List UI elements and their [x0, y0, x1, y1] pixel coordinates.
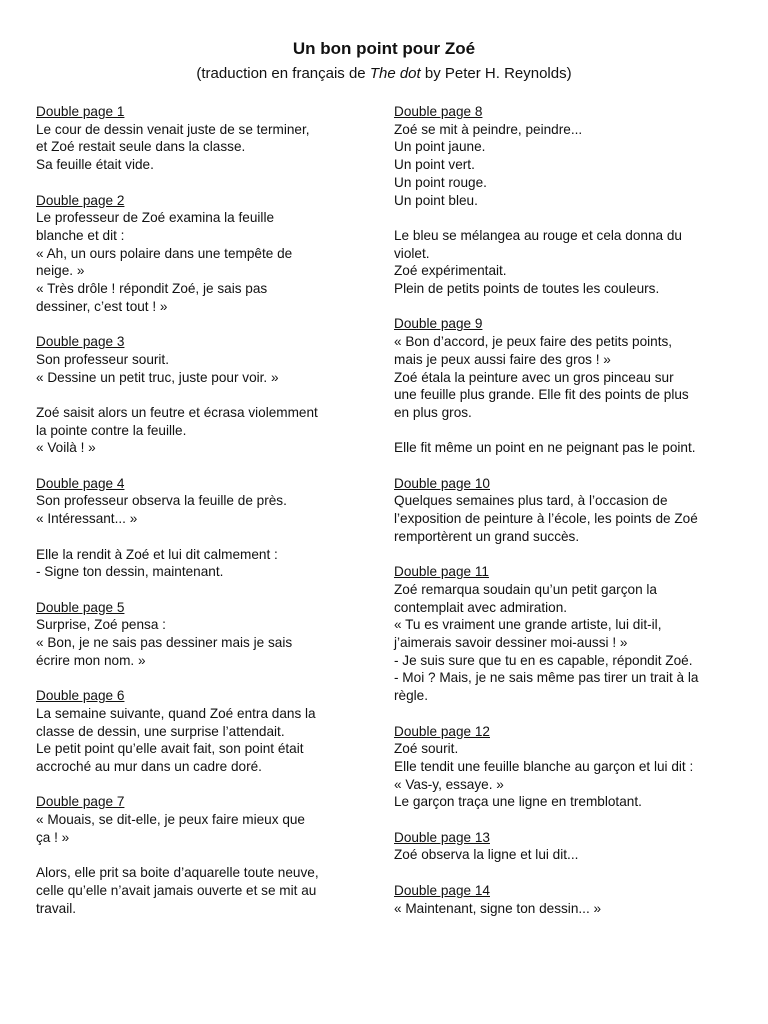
subtitle-suffix: by Peter H. Reynolds) [420, 65, 572, 82]
text-line: en plus gros. [394, 404, 472, 420]
text-line: « Dessine un petit truc, juste pour voir. » [36, 369, 279, 385]
story-section [394, 829, 736, 864]
text-line: Son professeur sourit. [36, 351, 169, 367]
section-heading: Double page 8 [394, 104, 483, 119]
text-line: Le professeur de Zoé examina la feuille [36, 210, 275, 226]
document-subtitle [0, 64, 768, 84]
text-line: Zoé étala la peinture avec un gros pinceau sur [394, 369, 674, 385]
text-line: Elle tendit une feuille blanche au garçon et lui dit : [394, 758, 694, 774]
text-line: dessiner, c’est tout ! » [36, 298, 168, 314]
text-line: écrire mon nom. » [36, 652, 146, 668]
text-line: Le garçon traça une ligne en tremblotant. [394, 794, 642, 810]
text-line: « Vas-y, essaye. » [394, 776, 504, 792]
story-section [36, 599, 354, 670]
story-section [394, 563, 736, 705]
text-line: classe de dessin, une surprise l’attendait. [36, 723, 285, 739]
text-line: Plein de petits points de toutes les couleurs. [394, 281, 660, 297]
text-line: Un point bleu. [394, 192, 478, 208]
story-section [36, 192, 354, 316]
story-section [36, 103, 354, 174]
text-line: « Ah, un ours polaire dans une tempête de [36, 245, 293, 261]
text-line: Quelques semaines plus tard, à l’occasion de [394, 493, 668, 509]
text-line: - Signe ton dessin, maintenant. [36, 564, 224, 580]
story-section [394, 315, 736, 457]
section-heading: Double page 2 [36, 192, 125, 208]
section-heading: Double page 7 [36, 794, 125, 810]
text-line: règle. [394, 688, 429, 704]
section-heading: Double page 4 [36, 475, 125, 491]
text-line: remportèrent un grand succès. [394, 528, 580, 544]
story-section [36, 687, 354, 776]
text-line: celle qu’elle n’avait jamais ouverte et se mit au [36, 882, 317, 898]
paragraph-gap [394, 422, 736, 440]
story-section [36, 793, 354, 917]
subtitle-prefix: (traduction en français de [196, 65, 370, 82]
section-heading: Double page 12 [394, 723, 490, 739]
text-line: Un point jaune. [394, 139, 486, 155]
text-line: « Voilà ! » [36, 440, 96, 456]
text-line: Zoé observa la ligne et lui dit... [394, 847, 579, 863]
text-line: j’aimerais savoir dessiner moi-aussi ! » [394, 635, 628, 651]
paragraph-gap [36, 386, 354, 404]
text-line: Alors, elle prit sa boite d’aquarelle toute neuve, [36, 865, 319, 881]
text-line: Elle fit même un point en ne peignant pas le point. [394, 440, 696, 456]
text-line: Surprise, Zoé pensa : [36, 617, 166, 633]
text-line: Un point vert. [394, 157, 475, 173]
text-line: Son professeur observa la feuille de près. [36, 493, 287, 509]
story-section [36, 333, 354, 457]
section-heading: Double page 13 [394, 829, 490, 845]
text-line: travail. [36, 900, 77, 916]
text-line: « Bon d’accord, je peux faire des petits points, [394, 334, 673, 350]
text-line: violet. [394, 245, 430, 261]
left-column [36, 103, 354, 935]
paragraph-gap [394, 209, 736, 227]
text-line: « Bon, je ne sais pas dessiner mais je sais [36, 635, 293, 650]
subtitle-book-title: The dot [369, 65, 421, 82]
text-line: Le petit point qu’elle avait fait, son point était [36, 741, 304, 757]
section-heading: Double page 6 [36, 688, 125, 704]
text-line: une feuille plus grande. Elle fit des points de plus [394, 387, 689, 403]
right-column [394, 103, 736, 935]
section-heading: Double page 1 [36, 104, 125, 119]
section-heading: Double page 5 [36, 599, 125, 615]
text-line: « Intéressant... » [36, 511, 138, 527]
text-line: Zoé sourit. [394, 741, 459, 757]
story-section [394, 475, 736, 546]
text-line: mais je peux aussi faire des gros ! » [394, 351, 611, 367]
text-line: l’exposition de peinture à l’école, les points de Zoé [394, 511, 698, 527]
text-line: neige. » [36, 263, 85, 279]
text-line: « Très drôle ! répondit Zoé, je sais pas [36, 281, 268, 297]
text-line: - Moi ? Mais, je ne sais même pas tirer un trait à la [394, 670, 699, 686]
text-line: - Je suis sure que tu en es capable, répondit Zoé. [394, 652, 693, 668]
story-section [394, 723, 736, 812]
paragraph-gap [36, 528, 354, 546]
paragraph-gap [36, 846, 354, 864]
section-heading: Double page 11 [394, 564, 489, 580]
text-line: Le bleu se mélangea au rouge et cela donna du [394, 227, 682, 243]
text-line: accroché au mur dans un cadre doré. [36, 758, 262, 774]
text-line: La semaine suivante, quand Zoé entra dans la [36, 705, 316, 721]
text-line: ça ! » [36, 829, 70, 845]
text-line: Zoé remarqua soudain qu’un petit garçon la [394, 581, 657, 597]
text-line: la pointe contre la feuille. [36, 422, 187, 438]
section-heading: Double page 14 [394, 882, 490, 898]
story-section [36, 475, 354, 581]
story-section [394, 882, 736, 917]
text-line: Zoé se mit à peindre, peindre... [394, 121, 583, 137]
text-line: « Maintenant, signe ton dessin... » [394, 900, 602, 916]
section-heading: Double page 9 [394, 316, 483, 332]
text-line: Zoé expérimentait. [394, 263, 507, 279]
story-section [394, 103, 736, 298]
text-line: Elle la rendit à Zoé et lui dit calmement : [36, 546, 278, 562]
text-line: contemplait avec admiration. [394, 599, 568, 615]
text-line: « Tu es vraiment une grande artiste, lui dit-il, [394, 617, 662, 633]
text-line: Zoé saisit alors un feutre et écrasa violemment [36, 404, 318, 420]
text-line: et Zoé restait seule dans la classe. [36, 139, 246, 155]
text-line: Le cour de dessin venait juste de se terminer, [36, 121, 310, 137]
section-heading: Double page 3 [36, 334, 125, 350]
section-heading: Double page 10 [394, 475, 490, 491]
text-line: « Mouais, se dit-elle, je peux faire mieux que [36, 812, 305, 827]
text-line: Sa feuille était vide. [36, 157, 154, 173]
text-line: blanche et dit : [36, 227, 125, 243]
document-title: Un bon point pour Zoé [292, 39, 476, 58]
text-line: Un point rouge. [394, 174, 487, 190]
